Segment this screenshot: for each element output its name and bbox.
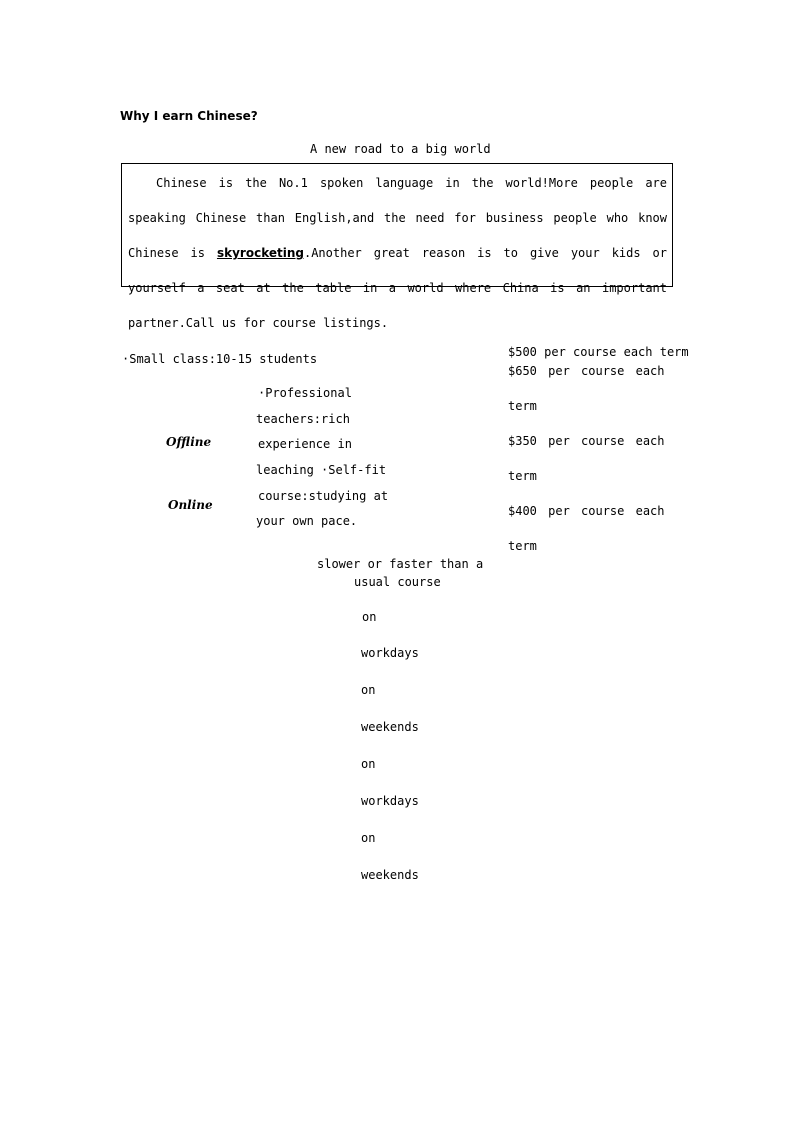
intro-line-3-start: Chinese is: [128, 246, 205, 260]
mode-offline: Offline: [166, 435, 212, 449]
feature-line: course:studying at: [258, 489, 389, 503]
page-subtitle: A new road to a big world: [310, 142, 491, 156]
intro-line-4: yourself a seat at the table in a world where China is an important: [128, 281, 667, 295]
schedule-item: on: [361, 757, 376, 771]
feature-small-class: ·Small class:10-15 students: [122, 352, 318, 366]
schedule-item: on: [361, 683, 376, 697]
price-400-term: term: [508, 539, 537, 553]
feature-line: teachers:rich: [256, 412, 350, 426]
schedule-item: on: [361, 831, 376, 845]
schedule-item: weekends: [361, 720, 419, 734]
schedule-item: weekends: [361, 868, 419, 882]
page-heading: Why I earn Chinese?: [120, 109, 258, 123]
intro-line-5: partner.Call us for course listings.: [128, 316, 389, 330]
intro-line-1: Chinese is the No.1 spoken language in the world!More people are: [156, 176, 667, 190]
intro-line-3: [128, 245, 667, 261]
pace-line-1: slower or faster than a: [317, 557, 484, 571]
price-500: $500 per course each term: [508, 345, 689, 359]
feature-line: your own pace.: [256, 514, 358, 528]
feature-line: leaching ·Self-fit: [256, 463, 387, 477]
feature-line: experience in: [258, 437, 352, 451]
intro-line-3-end: .Another great reason is to give your kids or: [303, 246, 668, 260]
intro-line-2: speaking Chinese than English,and the need for business people who know: [128, 211, 667, 225]
schedule-item: workdays: [361, 646, 419, 660]
price-350-term: term: [508, 469, 537, 483]
keyword-skyrocketing: skyrocketing: [216, 246, 304, 260]
pace-line-2: usual course: [354, 575, 441, 589]
schedule-item: workdays: [361, 794, 419, 808]
mode-online: Online: [168, 498, 213, 512]
price-350: $350 per course each: [508, 434, 665, 448]
price-650-term: term: [508, 399, 537, 413]
price-650: $650 per course each: [508, 364, 665, 378]
schedule-item: on: [362, 610, 377, 624]
feature-line: ·Professional: [258, 386, 352, 400]
price-400: $400 per course each: [508, 504, 665, 518]
